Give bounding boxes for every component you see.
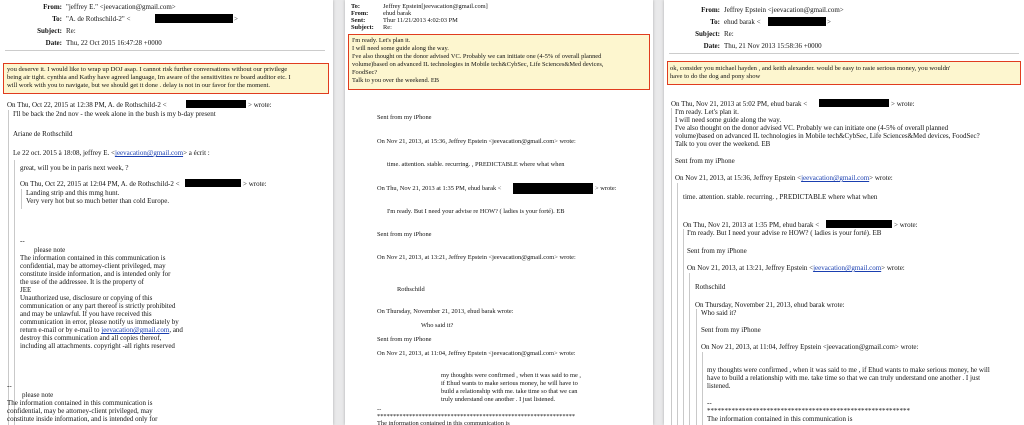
disclaimer-line: The information contained in this communication is (7, 399, 153, 407)
disclaimer-line: The information contained in this communication is (707, 415, 853, 423)
highlight-line: Talk to you over the weekend. EB (352, 77, 440, 84)
email-panel-epstein-reply (664, 0, 1024, 425)
sig-dash: -- (7, 382, 12, 390)
message-line: build a relationship with me. take time so that we can (441, 388, 578, 395)
to-close: > (234, 15, 238, 23)
highlight-line: volume)based on advanced IL technologies in Mobile tech&CybSec, Life Sciences&Med devices, (352, 61, 604, 68)
email-link[interactable]: jeevacation@gmail.com (101, 326, 170, 334)
message-line: great, will you be in paris next week, ? (20, 164, 129, 172)
subject-label: Subject: (37, 27, 62, 35)
message-line: I will need some guide along the way. (675, 116, 782, 124)
message-line: Landing strip and this mmg hunt. (26, 189, 120, 197)
quote-bar (689, 273, 690, 425)
from-value: Jeffrey Epstein <jeevacation@gmail.com> (724, 6, 844, 14)
quote-bar (696, 309, 697, 425)
disclaimer-line: Unauthorized use, disclosure or copying of this (20, 294, 153, 302)
quote-header: On Nov 21, 2013, at 11:04, Jeffrey Epstein <jeevacation@gmail.com> wrote: (701, 343, 919, 351)
email-link[interactable]: jeevacation@gmail.com (115, 149, 184, 157)
disclaimer-line: return e-mail or by e-mail to jeevacation@gmail.com, and (20, 326, 183, 334)
sig-dash: -- (377, 406, 382, 413)
quote-bar (702, 352, 703, 425)
highlight-line: will work with you to navigate, but we should get it done . delay is not in our favor for the moment. (7, 82, 270, 89)
message-line: I've also thought on the donor advised VC. Probably we can initiate one (4-5% of overall planned (675, 124, 949, 132)
message-line: Very very hot but so much better than cold Europe. (26, 197, 170, 205)
sent-from-iphone: Sent from my iPhone (701, 326, 761, 334)
header-divider (669, 53, 1019, 54)
quote-header: On Nov 21, 2013, at 15:36, Jeffrey Epstein <jeevacation@gmail.com> wrote: (675, 174, 893, 182)
disclaimer-line: communication in error, please notify us immediately by (20, 318, 179, 326)
disclaimer-line: The information contained in this communication is (20, 254, 166, 262)
message-line: volume)based on advanced IL technologies in Mobile tech&CybSec, Life Sciences&Med devices, FoodSec? (675, 132, 980, 140)
message-line: I'll be back the 2nd nov - the week alone in the bush is my b-day present (13, 110, 216, 118)
quote-header-end: > wrote: (891, 100, 915, 108)
message-line: time. attention. stable. recurring. , PREDICTABLE where what when (683, 193, 878, 201)
highlight-line: ok, consider you michael hayden , and keith alexander. would be easy to rasie serious money, you wouldn' (670, 65, 951, 72)
highlight-line: FoodSec? (352, 69, 378, 76)
to-value: "A. de Rothschild-2" < (66, 15, 131, 23)
quote-header: On Nov 21, 2013, at 13:21, Jeffrey Epstein <jeevacation@gmail.com> wrote: (687, 264, 905, 272)
disclaimer-line: confidential, may be attorney-client privileged, may (20, 262, 166, 270)
quote-bar (677, 183, 678, 425)
quote-header-end: > wrote: (595, 185, 617, 192)
quote-bar (21, 189, 22, 209)
from-label: From: (43, 3, 62, 11)
highlight-line: being air tight. cynthia and Kathy have agreed language, Im aware of the sensitivities re board auditor etc. I (7, 74, 291, 81)
note-label: please note (34, 246, 66, 254)
message-line: I'm ready. Let's plan it. (675, 108, 739, 116)
message-line: have to build a relationship with me. take time so that we can truly understand one another . I just (707, 374, 981, 382)
disclaimer-line: the use of the addressee. It is the property of (20, 278, 145, 286)
message-line: listened. (707, 382, 731, 390)
from-label: From: (701, 6, 720, 14)
subject-value: Re: (383, 24, 392, 31)
highlight-line: I'm ready. Let's plan it. (352, 37, 411, 44)
date-value: Thu, 21 Nov 2013 15:58:36 +0000 (724, 42, 822, 50)
from-value: ehud barak (383, 10, 412, 17)
quote-header: On Thu, Nov 21, 2013 at 5:02 PM, ehud barak < (671, 100, 808, 108)
quote-header: On Nov 21, 2013, at 11:04, Jeffrey Epstein <jeevacation@gmail.com> wrote: (377, 350, 576, 357)
redaction-bar (186, 100, 246, 108)
sent-from-iphone: Sent from my iPhone (377, 336, 432, 343)
date-label: Date: (45, 39, 62, 47)
subject-value: Re: (724, 30, 734, 38)
disclaimer-line: JEE (20, 286, 32, 294)
redaction-bar (513, 183, 593, 194)
quote-header-end: > wrote: (248, 101, 272, 109)
disclaimer-line: including all attachments. copyright -all rights reserved (20, 342, 175, 350)
sent-value: Thur 11/21/2013 4:02:03 PM (383, 17, 458, 24)
message-line: time. attention. stable. recurring. , PREDICTABLE where what when (387, 161, 565, 168)
email-link[interactable]: jeevacation@gmail.com (813, 264, 882, 272)
to-value: ehud barak < (724, 18, 761, 26)
message-line: Rothschild (397, 286, 425, 293)
email-panel-rothschild (0, 0, 333, 425)
quote-header: On Thu, Oct 22, 2015 at 12:38 PM, A. de Rothschild-2 < (7, 101, 167, 109)
quote-header: On Thursday, November 21, 2013, ehud barak wrote: (695, 301, 845, 309)
redaction-bar (768, 17, 826, 26)
quote-header: On Thu, Nov 21, 2013 at 1:35 PM, ehud barak < (683, 221, 820, 229)
sig-dash: -- (707, 399, 712, 407)
disclaimer-line: communication or any part thereof is strictly prohibited (20, 302, 176, 310)
highlight-line: have to do the dog and pony show (670, 73, 761, 80)
separator-stars: ************************************************************** (377, 413, 576, 420)
sent-from-iphone: Sent from my iPhone (377, 231, 432, 238)
date-label: Date: (703, 42, 720, 50)
subject-value: Re: (66, 27, 76, 35)
message-line: Who said it? (421, 322, 454, 329)
message-line: I'm ready. But I need your advise re HOW? ( ladies is your forté). EB (387, 208, 565, 215)
redaction-bar (155, 14, 233, 23)
highlight-line: you deserve it. I would like to wrap up DOJ asap. I cannot risk further conversations without our privilege (7, 66, 288, 73)
disclaimer-line: constitute inside information, and is intended only for (7, 415, 158, 423)
highlight-line: I've also thought on the donor advised VC. Probably we can initiate one (4-5% of overall planned (352, 53, 602, 60)
sent-from-iphone: Sent from my iPhone (687, 247, 747, 255)
message-line: Who said it? (701, 309, 737, 317)
header-divider (5, 50, 325, 51)
from-label: From: (351, 10, 369, 17)
redaction-bar (826, 220, 892, 228)
quote-bar (14, 160, 15, 425)
sig-dash: -- (20, 237, 25, 245)
sent-from-iphone: Sent from my iPhone (377, 114, 432, 121)
disclaimer-line: The information contained in this communication is (377, 420, 510, 425)
subject-label: Subject: (351, 24, 374, 31)
message-line: truly understand one another . I just listened. (441, 396, 556, 403)
subject-label: Subject: (695, 30, 720, 38)
quote-header: On Thu, Oct 22, 2015 at 12:04 PM, A. de Rothschild-2 < (20, 180, 180, 188)
email-panel-barak (345, 0, 653, 425)
quote-header: On Nov 21, 2013, at 15:36, Jeffrey Epstein <jeevacation@gmail.com> wrote: (377, 138, 576, 145)
separator-stars: ********************************************************** (707, 407, 910, 415)
message-line: I'm ready. But I need your advise re HOW? ( ladies is your forté). EB (687, 229, 882, 237)
date-value: Thu, 22 Oct 2015 16:47:28 +0000 (66, 39, 162, 47)
highlight-line: I will need some guide along the way. (352, 45, 449, 52)
to-label: To: (710, 18, 720, 26)
quote-bar (683, 229, 684, 425)
disclaimer-line: constitute inside information, and is intended only for (20, 270, 171, 278)
sent-label: Sent: (351, 17, 366, 24)
note-label: please note (22, 391, 54, 399)
from-value: "jeffrey E." <jeevacation@gmail.com> (66, 3, 176, 11)
disclaimer-line: confidential, may be attorney-client privileged, may (7, 407, 153, 415)
message-line: Talk to you over the weekend. EB (675, 140, 771, 148)
quote-header-end: > wrote: (243, 180, 267, 188)
sent-from-iphone: Sent from my iPhone (675, 157, 735, 165)
message-line: Rothschild (695, 283, 726, 291)
to-label: To: (351, 3, 360, 10)
redaction-bar (185, 179, 241, 187)
disclaimer-line: destroy this communication and all copies thereof, (20, 334, 162, 342)
signature: Ariane de Rothschild (13, 130, 73, 138)
message-line: if Ehud wants to make serious money, he will have to (441, 380, 578, 387)
to-value: Jeffrey Epstein[jeevacation@gmail.com] (383, 3, 488, 10)
redaction-bar (819, 99, 889, 107)
to-close: > (827, 18, 831, 26)
to-label: To: (52, 15, 62, 23)
email-link[interactable]: jeevacation@gmail.com (801, 174, 870, 182)
quote-header: On Thu, Nov 21, 2013 at 1:35 PM, ehud barak < (377, 185, 502, 192)
quote-bar (671, 108, 672, 425)
quote-header: On Nov 21, 2013, at 13:21, Jeffrey Epstein <jeevacation@gmail.com> wrote: (377, 254, 576, 261)
message-line: my thoughts were confirmed , when it was said to me , (441, 372, 582, 379)
quote-header-end: > wrote: (894, 221, 918, 229)
disclaimer-line: and may be unlawful. If you have received this (20, 310, 152, 318)
quote-bar (8, 110, 9, 425)
quote-header: Le 22 oct. 2015 à 18:08, jeffrey E. <jeevacation@gmail.com> a écrit : (13, 149, 210, 157)
message-line: my thoughts were confirmed , when it was said to me , if Ehud wants to make serious money, he will (707, 366, 990, 374)
quote-header: On Thursday, November 21, 2013, ehud barak wrote: (377, 308, 514, 315)
